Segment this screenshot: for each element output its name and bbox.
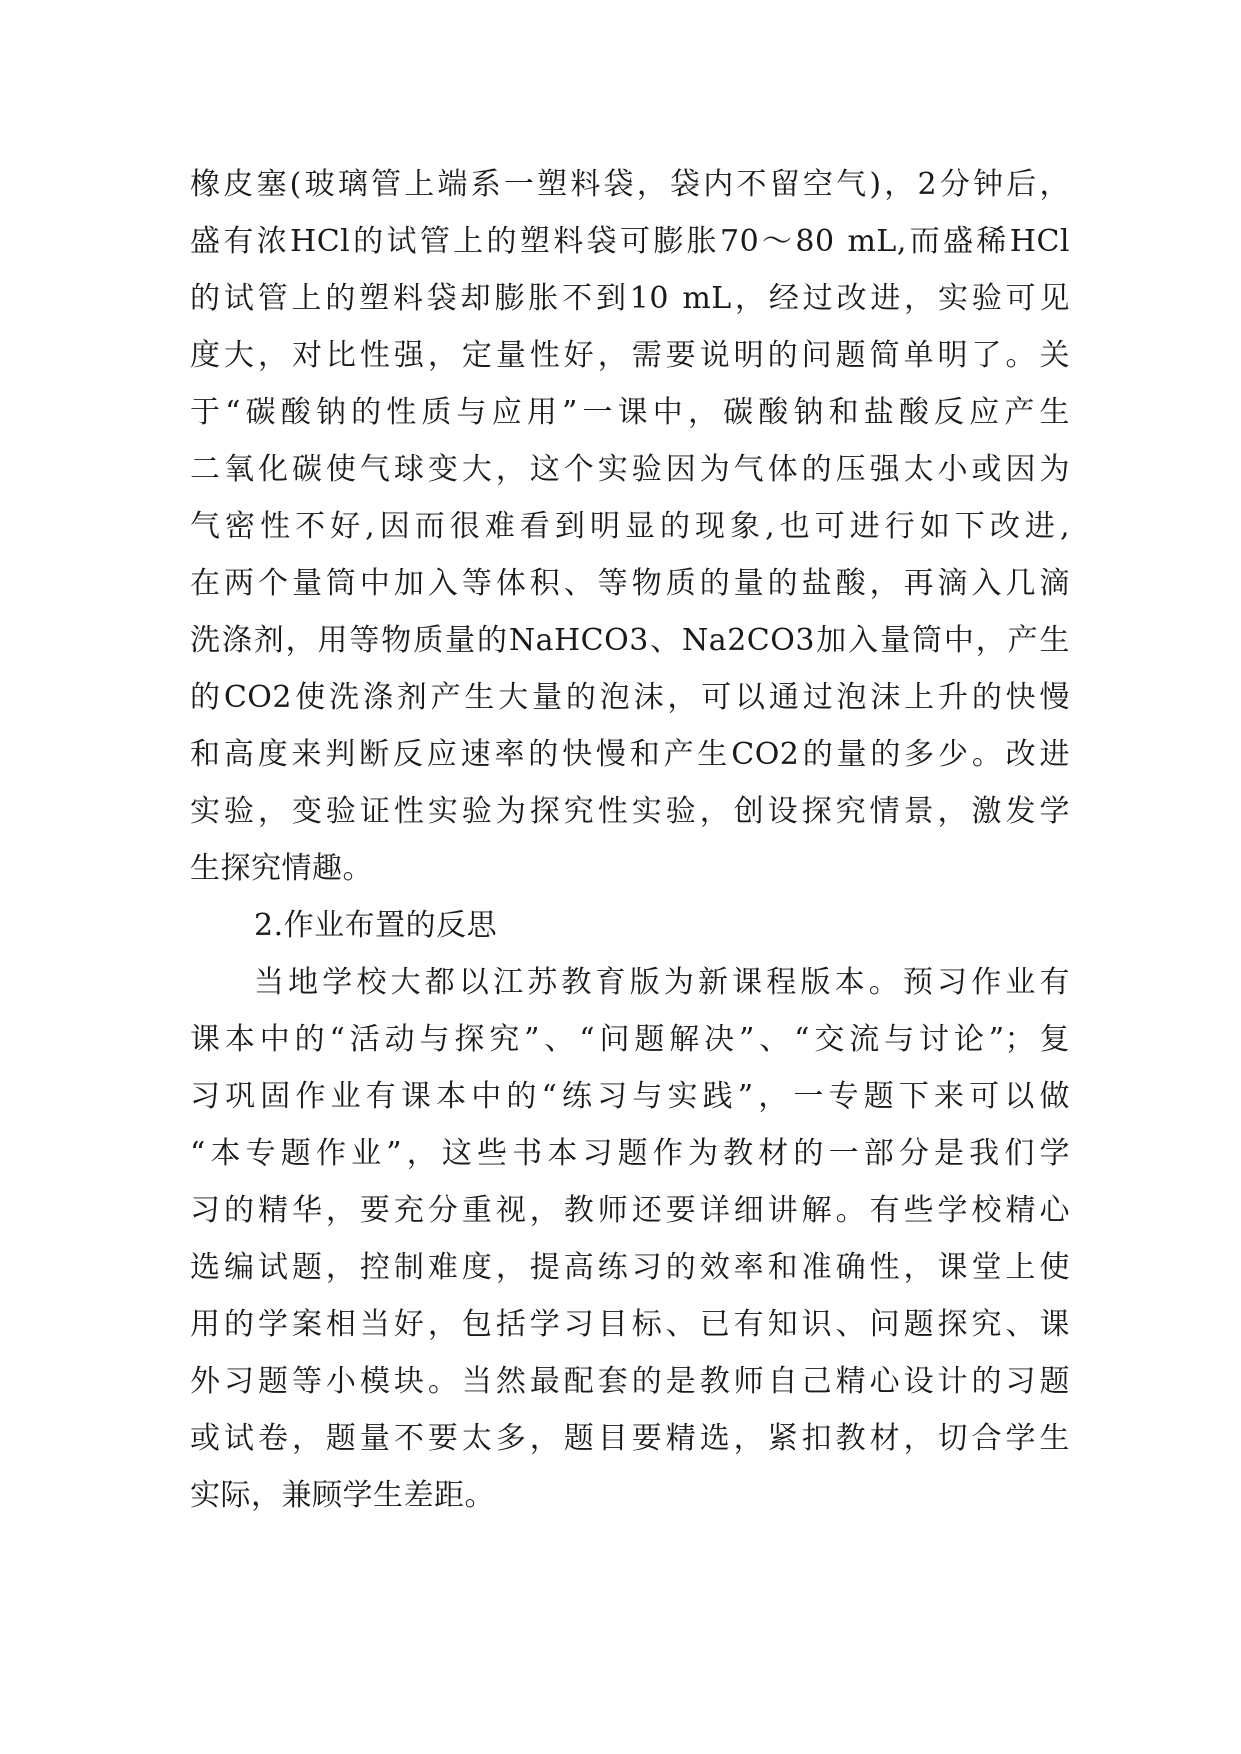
text-line: 课本中的“活动与探究”、“问题解决”、“交流与讨论”；复 bbox=[190, 1022, 1070, 1057]
text-line: 度大，对比性强，定量性好，需要说明的问题简单明了。关 bbox=[190, 338, 1070, 373]
text-line: 实验，变验证性实验为探究性实验，创设探究情景，激发学 bbox=[190, 794, 1070, 829]
text-line: 习的精华，要充分重视，教师还要详细讲解。有些学校精心 bbox=[190, 1193, 1070, 1228]
text-line: “本专题作业”，这些书本习题作为教材的一部分是我们学 bbox=[190, 1136, 1070, 1171]
text-line: 选编试题，控制难度，提高练习的效率和准确性，课堂上使 bbox=[190, 1250, 1070, 1285]
text-line: 和高度来判断反应速率的快慢和产生CO2的量的多少。改进 bbox=[190, 737, 1070, 772]
text-line: 生探究情趣。 bbox=[190, 851, 373, 886]
text-line: 习巩固作业有课本中的“练习与实践”，一专题下来可以做 bbox=[190, 1079, 1070, 1114]
text-line: 二氧化碳使气球变大，这个实验因为气体的压强太小或因为 bbox=[190, 452, 1070, 487]
text-line: 盛有浓HCl的试管上的塑料袋可膨胀70～80 mL,而盛稀HCl bbox=[190, 224, 1070, 259]
section-heading: 2.作业布置的反思 bbox=[254, 908, 498, 943]
text-line: 在两个量筒中加入等体积、等物质的量的盐酸，再滴入几滴 bbox=[190, 566, 1070, 601]
text-line: 或试卷，题量不要太多，题目要精选，紧扣教材，切合学生 bbox=[190, 1421, 1070, 1456]
text-line: 实际，兼顾学生差距。 bbox=[190, 1478, 495, 1513]
text-line: 橡皮塞(玻璃管上端系一塑料袋，袋内不留空气)，2分钟后， bbox=[190, 167, 1070, 202]
text-line: 洗涤剂，用等物质量的NaHCO3、Na2CO3加入量筒中，产生 bbox=[190, 623, 1070, 658]
text-line: 气密性不好,因而很难看到明显的现象,也可进行如下改进, bbox=[190, 509, 1070, 544]
text-line: 于“碳酸钠的性质与应用”一课中，碳酸钠和盐酸反应产生 bbox=[190, 395, 1070, 430]
text-line: 的试管上的塑料袋却膨胀不到10 mL，经过改进，实验可见 bbox=[190, 281, 1070, 316]
text-line: 外习题等小模块。当然最配套的是教师自己精心设计的习题 bbox=[190, 1364, 1070, 1399]
text-line: 用的学案相当好，包括学习目标、已有知识、问题探究、课 bbox=[190, 1307, 1070, 1342]
text-line: 的CO2使洗涤剂产生大量的泡沫，可以通过泡沫上升的快慢 bbox=[190, 680, 1070, 715]
text-line: 当地学校大都以江苏教育版为新课程版本。预习作业有 bbox=[254, 965, 1070, 1000]
